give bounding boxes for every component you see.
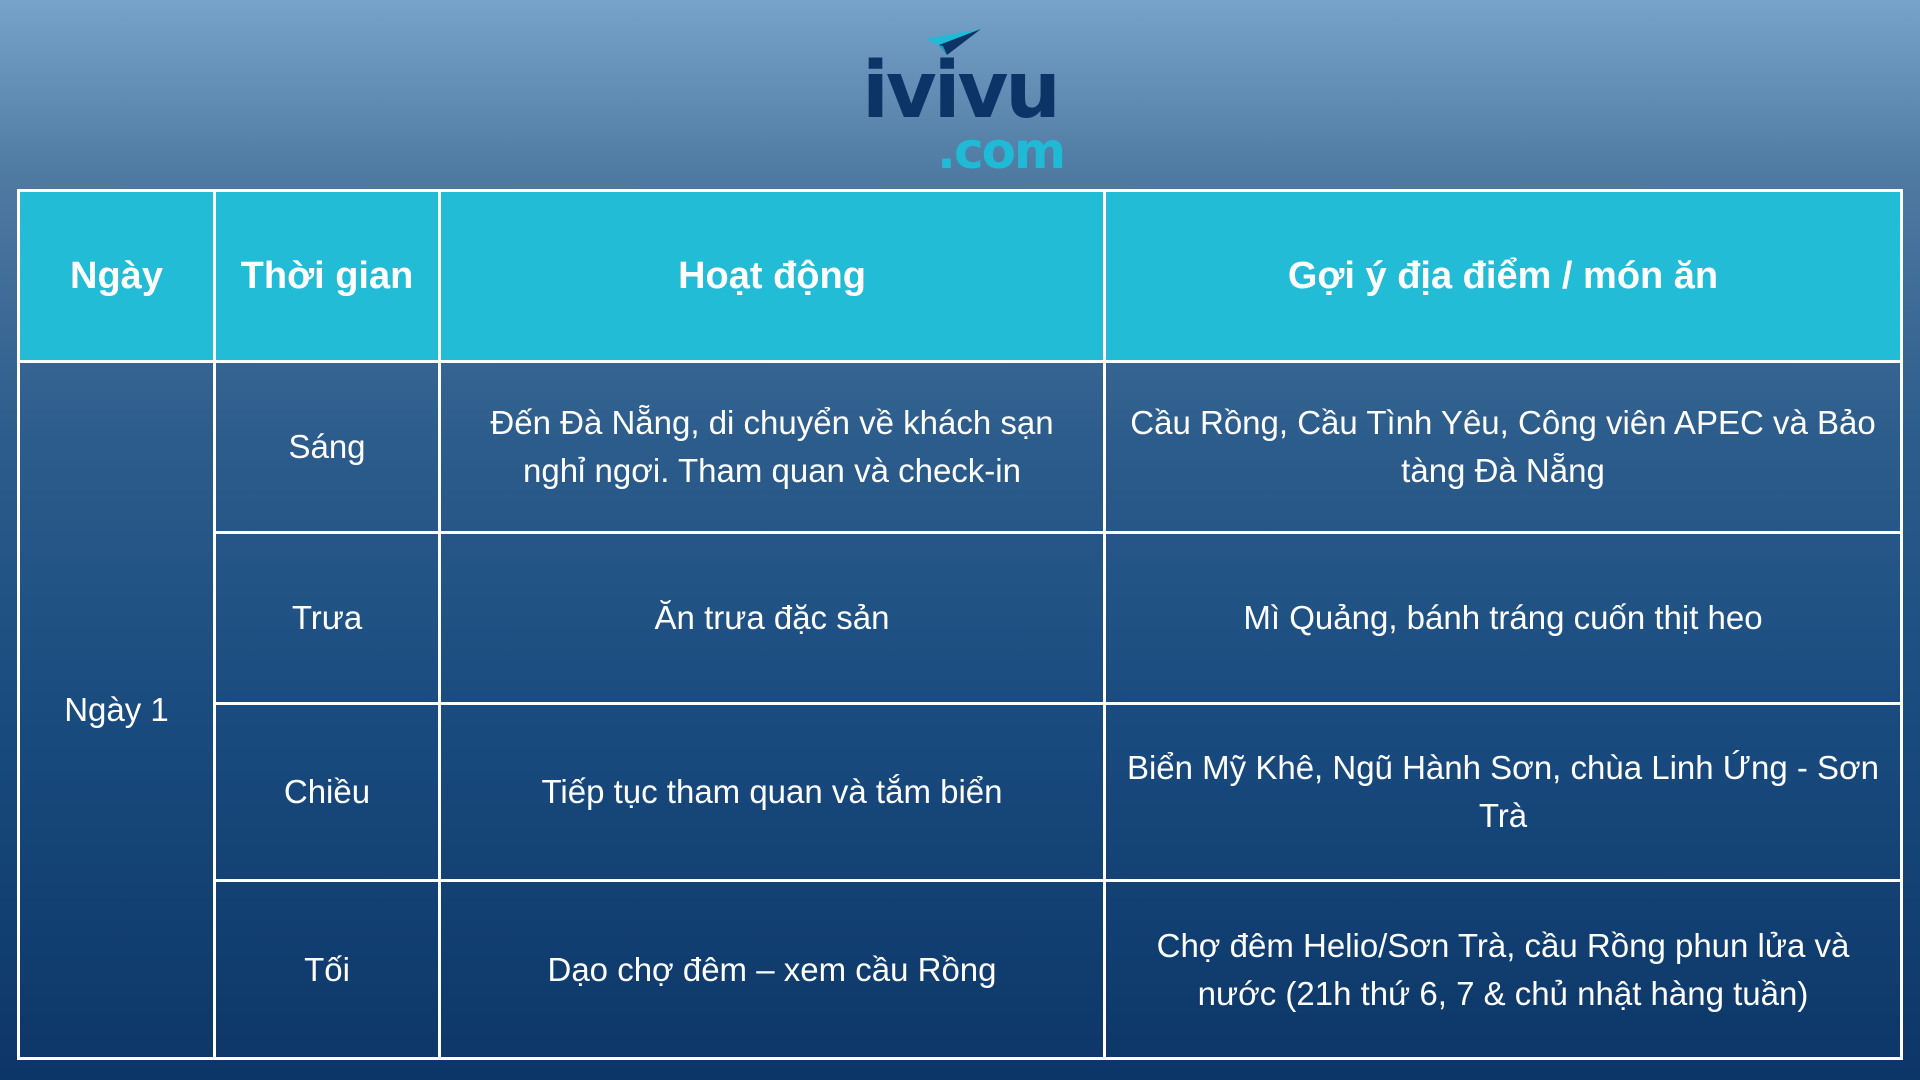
activity-cell: Dạo chợ đêm – xem cầu Rồng — [440, 881, 1105, 1059]
time-cell: Sáng — [215, 362, 440, 533]
suggestion-cell: Chợ đêm Helio/Sơn Trà, cầu Rồng phun lửa và nước (21h thứ 6, 7 & chủ nhật hàng tuần) — [1105, 881, 1902, 1059]
logo-domain: .com — [937, 122, 1065, 180]
activity-cell: Tiếp tục tham quan và tắm biển — [440, 704, 1105, 881]
suggestion-cell: Cầu Rồng, Cầu Tình Yêu, Công viên APEC và Bảo tàng Đà Nẵng — [1105, 362, 1902, 533]
time-cell: Trưa — [215, 533, 440, 704]
header-activity: Hoạt động — [440, 191, 1105, 362]
suggestion-cell: Mì Quảng, bánh tráng cuốn thịt heo — [1105, 533, 1902, 704]
table-row — [19, 362, 1902, 533]
logo-wordmark: ivivu — [862, 46, 1058, 136]
activity-cell: Ăn trưa đặc sản — [440, 533, 1105, 704]
day-cell: Ngày 1 — [19, 362, 215, 1059]
ivivu-logo — [855, 25, 1065, 180]
table-row — [19, 881, 1902, 1059]
suggestion-cell: Biển Mỹ Khê, Ngũ Hành Sơn, chùa Linh Ứng - Sơn Trà — [1105, 704, 1902, 881]
itinerary-table — [17, 189, 1903, 1060]
time-cell: Tối — [215, 881, 440, 1059]
header-suggestion: Gợi ý địa điểm / món ăn — [1105, 191, 1902, 362]
time-cell: Chiều — [215, 704, 440, 881]
activity-cell: Đến Đà Nẵng, di chuyển về khách sạn nghỉ ngơi. Tham quan và check-in — [440, 362, 1105, 533]
table-row — [19, 704, 1902, 881]
header-time: Thời gian — [215, 191, 440, 362]
header-day: Ngày — [19, 191, 215, 362]
table-header-row — [19, 191, 1902, 362]
table-row — [19, 533, 1902, 704]
